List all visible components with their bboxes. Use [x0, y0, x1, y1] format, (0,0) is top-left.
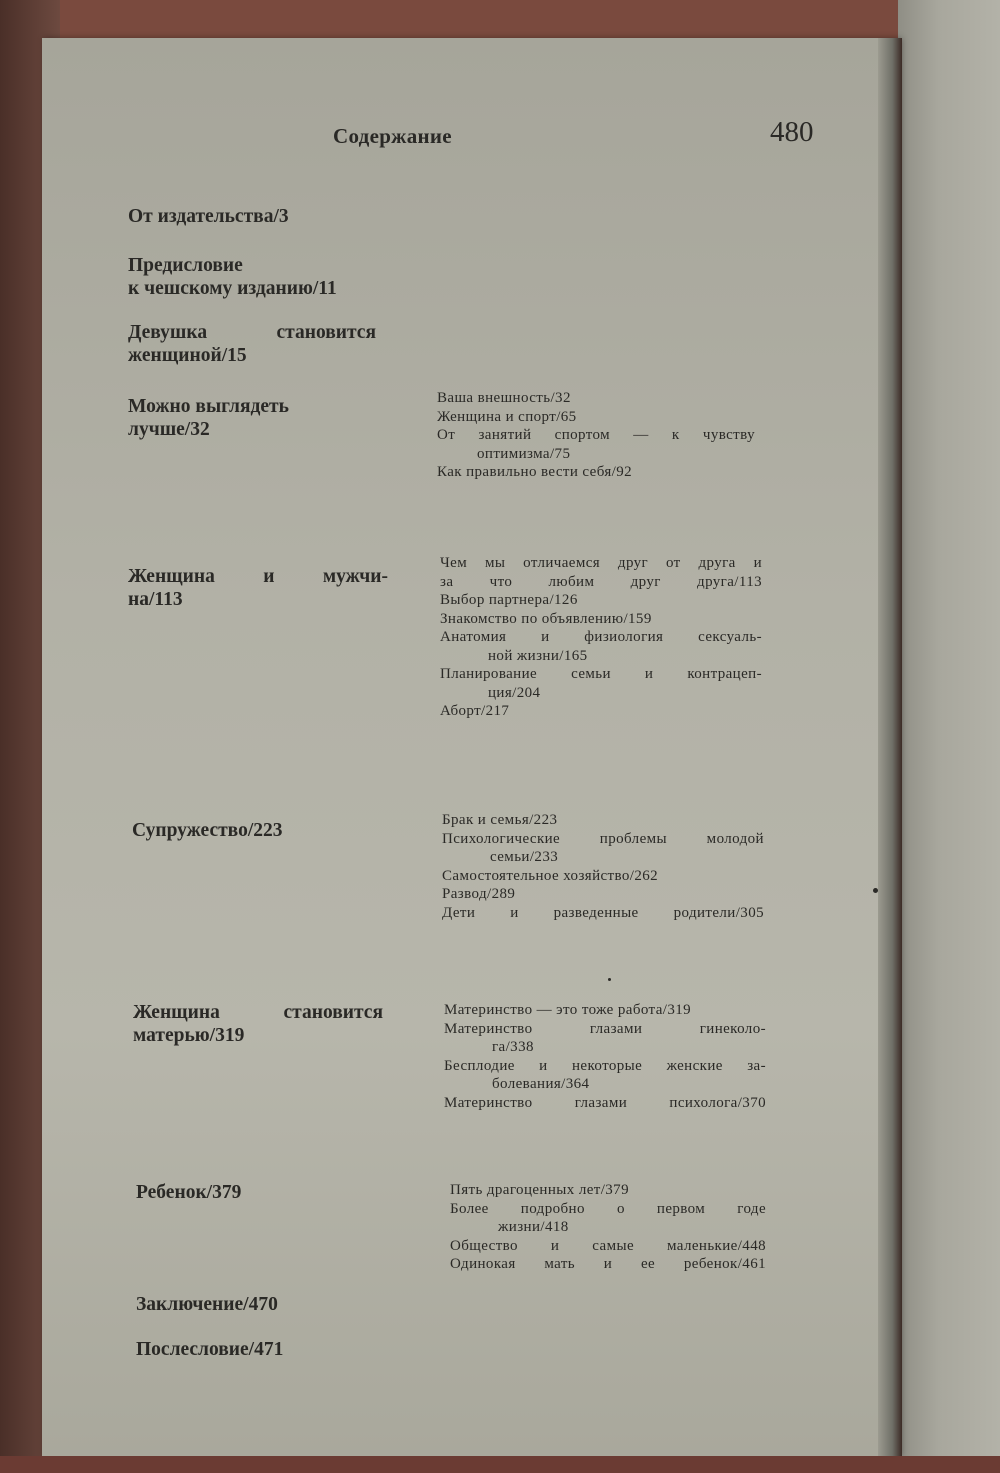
facing-page-edge [898, 0, 1000, 1473]
subsection-list [450, 1181, 766, 1274]
chapter-entry [136, 1181, 241, 1204]
subsection-line: Бесплодие и некоторые женские за- [444, 1057, 766, 1074]
subsection-line: семьи/233 [490, 849, 559, 865]
subsection-line: Анатомия и физиология сексуаль- [440, 629, 762, 645]
subsection-line: Психологические проблемы молодой [442, 830, 764, 847]
chapter-title-line: матерью/319 [133, 1025, 245, 1046]
subsection-line: Развод/289 [442, 886, 516, 902]
subsection-list [440, 554, 762, 721]
chapter-entry [128, 395, 289, 441]
subsection-list [444, 1001, 766, 1112]
subsection-line: От занятий спортом — к чувству [437, 427, 755, 443]
subsection-line: Самостоятельное хозяйство/262 [442, 867, 659, 884]
subsection-line: Одинокая мать и ее ребенок/461 [450, 1256, 766, 1272]
print-speck [873, 888, 878, 893]
subsection-line: болевания/364 [492, 1076, 590, 1092]
subsection-line: Пять драгоценных лет/379 [450, 1182, 629, 1198]
chapter-entry [128, 321, 376, 367]
chapter-title-line: Девушка становится [128, 322, 376, 343]
chapter-title-line: От издательства/3 [128, 206, 289, 227]
book-gutter [878, 38, 902, 1456]
chapter-title-line: Заключение/470 [136, 1294, 278, 1315]
chapter-entry [128, 565, 388, 611]
chapter-entry [136, 1338, 283, 1361]
chapter-title-line: женщиной/15 [128, 345, 247, 366]
chapter-title-line: Послесловие/471 [136, 1339, 284, 1360]
subsection-line: оптимизма/75 [477, 445, 571, 462]
subsection-line: Материнство — это тоже работа/319 [444, 1002, 692, 1018]
chapter-entry [136, 1293, 278, 1316]
subsection-line: Как правильно вести себя/92 [437, 464, 633, 480]
page-title: Содержание [333, 124, 452, 148]
subsection-line: Ваша внешность/32 [437, 390, 571, 406]
chapter-entry [132, 819, 283, 842]
subsection-line: Знакомство по объявлению/159 [440, 610, 652, 627]
chapter-title-line: на/113 [128, 589, 183, 610]
subsection-line: Материнство глазами гинеколо- [444, 1020, 766, 1037]
subsection-line: ной жизни/165 [488, 647, 588, 664]
subsection-line: за что любим друг друга/113 [440, 573, 762, 590]
chapter-entry [128, 254, 337, 300]
subsection-line: Общество и самые маленькие/448 [450, 1237, 766, 1254]
chapter-title-line: Ребенок/379 [136, 1182, 242, 1203]
chapter-title-line: к чешскому изданию/11 [128, 278, 337, 299]
chapter-entry [133, 1001, 383, 1047]
subsection-list [442, 811, 764, 922]
subsection-line: Материнство глазами психолога/370 [444, 1094, 766, 1111]
chapter-title-line: лучше/32 [128, 419, 210, 440]
chapter-title-line: Женщина становится [133, 1002, 383, 1023]
subsection-line: Дети и разведенные родители/305 [442, 904, 764, 921]
chapter-title-line: Предисловие [128, 255, 243, 276]
subsection-line: Женщина и спорт/65 [437, 408, 577, 425]
subsection-line: жизни/418 [498, 1219, 569, 1235]
subsection-line: Аборт/217 [440, 703, 510, 719]
chapter-title-line: Можно выглядеть [128, 396, 289, 417]
subsection-line: ция/204 [488, 684, 541, 701]
chapter-entry [128, 205, 289, 228]
page-number: 480 [770, 116, 814, 148]
chapter-title-line: Супружество/223 [132, 820, 283, 841]
subsection-list [437, 389, 755, 482]
subsection-line: га/338 [492, 1039, 534, 1055]
subsection-line: Более подробно о первом годе [450, 1200, 766, 1217]
chapter-title-line: Женщина и мужчи- [128, 566, 388, 587]
subsection-line: Чем мы отличаемся друг от друга и [440, 555, 762, 571]
subsection-line: Планирование семьи и контрацеп- [440, 666, 762, 682]
book-cover-edge [0, 1456, 1000, 1473]
subsection-line: Выбор партнера/126 [440, 592, 578, 608]
print-speck [608, 978, 611, 981]
subsection-line: Брак и семья/223 [442, 812, 558, 828]
